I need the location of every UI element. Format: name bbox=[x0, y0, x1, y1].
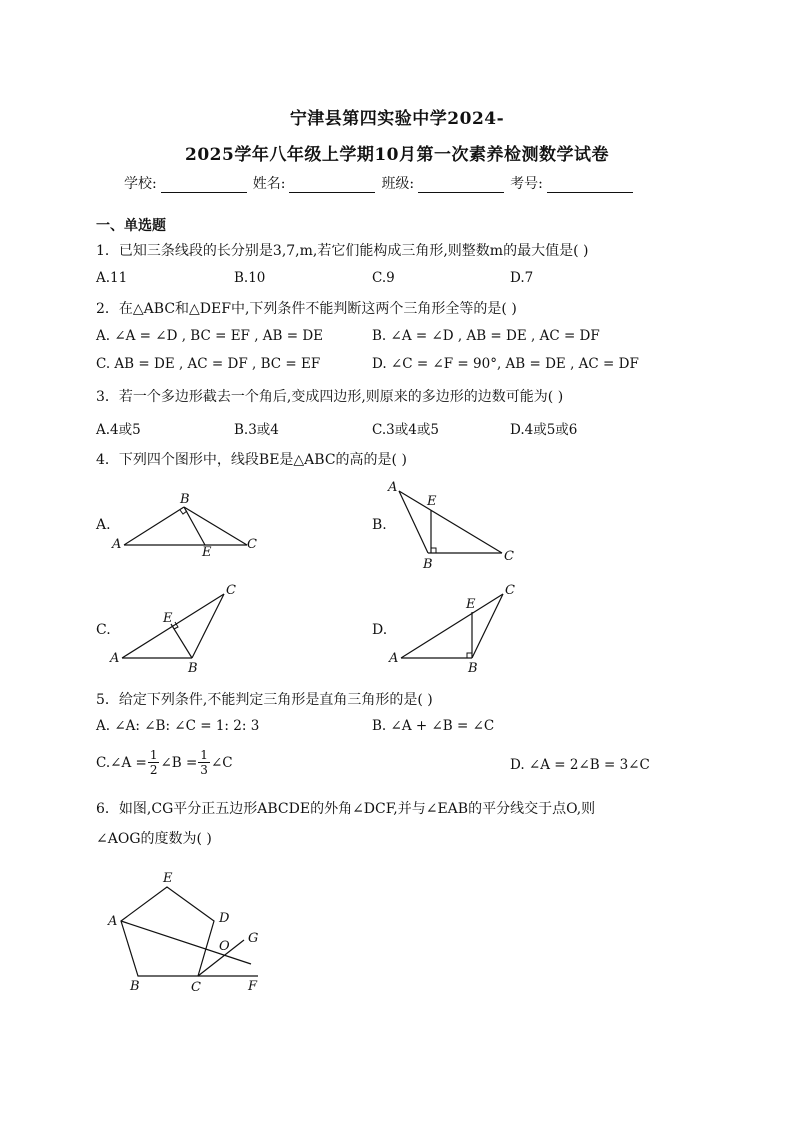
question-6-stem-line1: 6．如图,CG平分正五边形ABCDE的外角∠DCF,并与∠EAB的平分线交于点O,则 bbox=[96, 801, 596, 817]
fig-b-point-c: C bbox=[504, 549, 514, 564]
q1-option-b: B.10 bbox=[234, 270, 266, 286]
section-title: 一、单选题 bbox=[96, 218, 166, 234]
question-3-stem: 3．若一个多边形截去一个角后,变成四边形,则原来的多边形的边数可能为( ) bbox=[96, 389, 564, 405]
pent-point-c: C bbox=[191, 980, 201, 995]
q2-option-b: B. ∠A = ∠D , AB = DE , AC = DF bbox=[372, 328, 600, 344]
q3-option-d: D.4或5或6 bbox=[510, 422, 578, 438]
q2-option-c: C. AB = DE , AC = DF , BC = EF bbox=[96, 356, 321, 372]
pent-point-f: F bbox=[248, 979, 258, 994]
question-6-stem-line2: ∠AOG的度数为( ) bbox=[96, 831, 212, 847]
pentagon-abcde bbox=[121, 887, 214, 976]
fig-b-point-b: B bbox=[423, 557, 433, 572]
fraction-one-third: $\frac{1}{3}$ bbox=[200, 748, 208, 777]
q4-option-b-label: B. bbox=[372, 517, 387, 533]
q5-option-a: A. ∠A: ∠B: ∠C = 1: 2: 3 bbox=[96, 718, 260, 734]
pent-point-d: D bbox=[219, 911, 230, 926]
exam-title-line1: 宁津县第四实验中学2024- bbox=[289, 109, 505, 129]
fig-c-point-b: B bbox=[188, 661, 198, 676]
pent-point-o: O bbox=[219, 939, 230, 954]
q5-option-d: D. ∠A = 2∠B = 3∠C bbox=[510, 757, 650, 773]
question-2-stem: 2．在△ABC和△DEF中,下列条件不能判断这两个三角形全等的是( ) bbox=[96, 301, 517, 317]
q4-option-a-label: A. bbox=[96, 517, 111, 533]
q5-option-c: C. ∠A = $\frac{1}{2}$ ∠B = $\frac{1}{3}$ ∠C bbox=[96, 748, 233, 777]
question-5-stem: 5．给定下列条件,不能判定三角形是直角三角形的是( ) bbox=[96, 692, 433, 708]
q2-option-a: A. ∠A = ∠D , BC = EF , AB = DE bbox=[96, 328, 324, 344]
name-field[interactable]: 姓名: bbox=[253, 173, 382, 193]
fig-c-point-a: A bbox=[110, 651, 120, 666]
fraction-one-half: $\frac{1}{2}$ bbox=[149, 748, 158, 777]
exam-number-field[interactable]: 考号: bbox=[510, 173, 639, 193]
pent-point-a: A bbox=[108, 914, 118, 929]
pent-point-b: B bbox=[130, 979, 140, 994]
bisector-of-eab bbox=[121, 921, 251, 964]
fig-c-point-e: E bbox=[163, 611, 173, 626]
q1-option-d: D.7 bbox=[510, 270, 534, 286]
fig-d-point-a: A bbox=[389, 651, 399, 666]
pent-point-e: E bbox=[163, 871, 173, 886]
fig-d-point-c: C bbox=[505, 583, 515, 598]
class-field[interactable]: 班级: bbox=[381, 173, 510, 193]
fig-a-point-a: A bbox=[112, 537, 122, 552]
fig-d-point-b: B bbox=[468, 661, 478, 676]
q2-option-d: D. ∠C = ∠F = 90°, AB = DE , AC = DF bbox=[372, 356, 639, 372]
fig-a-point-e: E bbox=[202, 545, 212, 560]
q3-option-c: C.3或4或5 bbox=[372, 422, 439, 438]
question-1-stem: 1．已知三条线段的长分别是3,7,m,若它们能构成三角形,则整数m的最大值是( ) bbox=[96, 243, 589, 259]
q5-option-b: B. ∠A + ∠B = ∠C bbox=[372, 718, 495, 734]
q3-option-a: A.4或5 bbox=[96, 422, 141, 438]
fig-b-point-a: A bbox=[388, 480, 398, 495]
question-4-stem: 4．下列四个图形中，线段BE是△ABC的高的是( ) bbox=[96, 452, 407, 468]
q1-option-a: A.11 bbox=[96, 270, 128, 286]
school-field[interactable]: 学校: bbox=[124, 173, 253, 193]
fig-b-point-e: E bbox=[427, 494, 437, 509]
fig-d-point-e: E bbox=[466, 597, 476, 612]
q4-option-c-label: C. bbox=[96, 622, 111, 638]
fig-a-point-b: B bbox=[180, 492, 190, 507]
q1-option-c: C.9 bbox=[372, 270, 395, 286]
pent-point-g: G bbox=[248, 931, 259, 946]
q4-option-d-label: D. bbox=[372, 622, 388, 638]
fig-a-point-c: C bbox=[247, 537, 257, 552]
q3-option-b: B.3或4 bbox=[234, 422, 279, 438]
exam-title-line2: 2025学年八年级上学期10月第一次素养检测数学试卷 bbox=[185, 145, 609, 165]
fig-c-point-c: C bbox=[226, 583, 236, 598]
